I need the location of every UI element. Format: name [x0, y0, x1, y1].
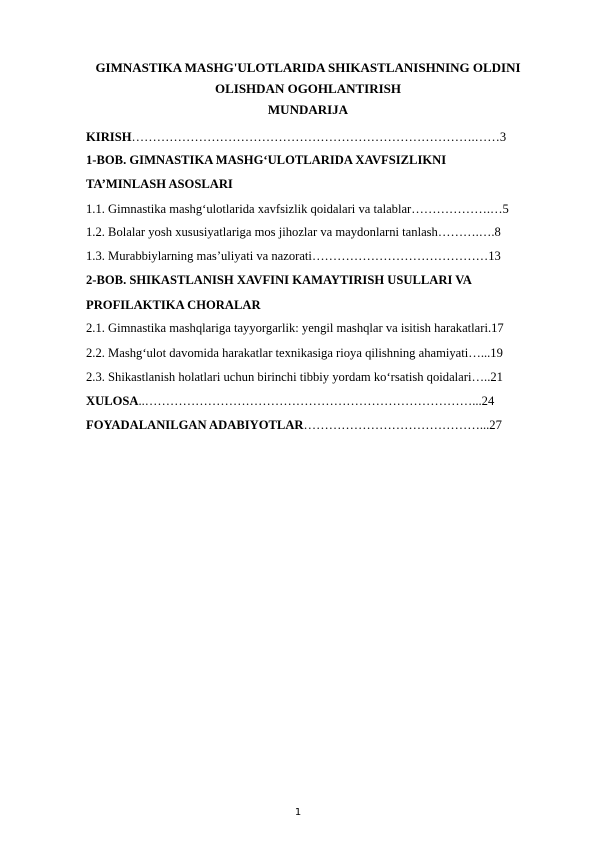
toc-entry-leader: ……………………………………...27: [303, 418, 502, 432]
toc-entry-label: 2.3. Shikastlanish holatlari uchun birinchi tibbiy yordam ko‘rsatish qoidalari: [86, 370, 472, 384]
toc-chapter-2-line-1: [86, 272, 472, 288]
toc-entry-leader: ……………….…5: [411, 202, 509, 216]
toc-entry-label: PROFILAKTIKA CHORALAR: [86, 298, 261, 312]
toc-entry-leader: …...19: [468, 346, 503, 360]
toc-entry-label: 1.1. Gimnastika mashg‘ulotlarida xavfsizlik qoidalari va talablar: [86, 202, 412, 216]
toc-section-2-3: [86, 369, 503, 385]
toc-entry-label: KIRISH: [86, 130, 132, 144]
toc-entry-label: 1.2. Bolalar yosh xususiyatlariga mos jihozlar va maydonlarni tanlash: [86, 225, 438, 239]
toc-section-1-2: [86, 224, 501, 240]
toc-entry-leader: ..……………………………………………………………………...24: [138, 394, 495, 408]
toc-entry-leader: ……….….8: [437, 225, 501, 239]
toc-entry-conclusion: [86, 393, 494, 409]
toc-entry-label: TA’MINLASH ASOSLARI: [86, 177, 233, 191]
toc-entry-label: 1.3. Murabbiylarning mas’uliyati va nazorati: [86, 249, 312, 263]
toc-entry-label: FOYADALANILGAN ADABIYOTLAR: [86, 418, 304, 432]
toc-entry-label: XULOSA: [86, 394, 139, 408]
toc-entry-leader: …..21: [471, 370, 503, 384]
toc-section-2-1: [86, 320, 504, 336]
toc-entry-label: 2.2. Mashg‘ulot davomida harakatlar texnikasiga rioya qilishning ahamiyati: [86, 346, 469, 360]
toc-section-1-1: [86, 201, 509, 217]
toc-entry-label: 1-BOB. GIMNASTIKA MASHG‘ULOTLARIDA XAVFSIZLIKNI: [86, 153, 447, 167]
toc-entry-introduction: [86, 129, 506, 145]
document-title-line-1: GIMNASTIKA MASHG'ULOTLARIDA SHIKASTLANISHNING OLDINI: [95, 60, 521, 75]
toc-chapter-1-line-2: [86, 176, 233, 192]
toc-entry-label: 2-BOB. SHIKASTLANISH XAVFINI KAMAYTIRISH USULLARI VA: [86, 273, 472, 287]
page-number: 1: [294, 807, 302, 818]
toc-entry-leader: ……………………………………13: [311, 249, 501, 263]
document-title-line-2: OLISHDAN OGOHLANTIRISH: [214, 81, 401, 96]
toc-entry-references: [86, 417, 502, 433]
toc-entry-label: 2.1. Gimnastika mashqlariga tayyorgarlik: yengil mashqlar va isitish harakatlari.17: [86, 321, 504, 335]
toc-section-2-2: [86, 345, 503, 361]
toc-chapter-1-line-1: [86, 152, 446, 168]
contents-heading: MUNDARIJA: [267, 102, 349, 117]
toc-chapter-2-line-2: [86, 297, 261, 313]
toc-entry-leader: ……………………………………………………………………….……3: [131, 130, 507, 144]
toc-section-1-3: [86, 248, 501, 264]
